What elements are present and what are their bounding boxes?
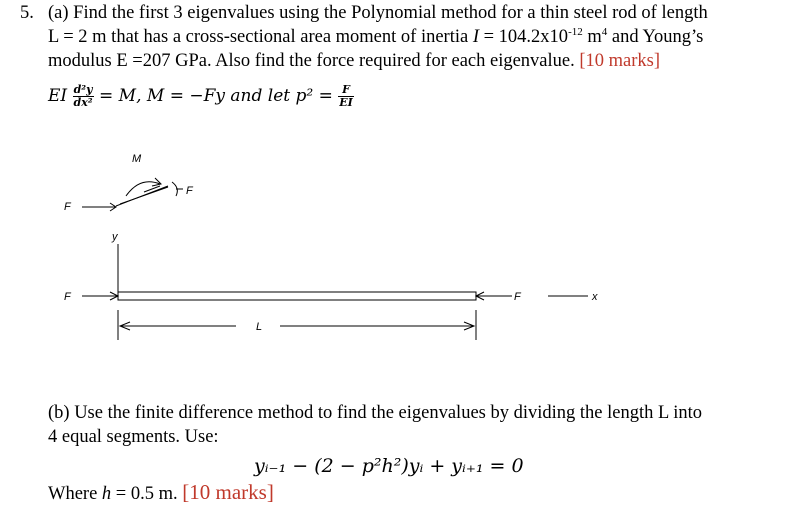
part-b-line2: 4 equal segments. Use: [48, 427, 219, 447]
p-fraction [338, 84, 354, 109]
moment-arc [126, 182, 160, 196]
label-y: y [112, 231, 118, 243]
eq-middle: = M, M = −Fy and let p² = [99, 86, 333, 106]
text-segment: and Young’s [607, 27, 704, 47]
rod-diagram [0, 140, 802, 400]
marks-badge: [10 marks] [579, 51, 661, 71]
label-F-top-left: F [64, 201, 71, 213]
label-L: L [256, 321, 263, 333]
inertia-symbol: I [472, 27, 479, 47]
text-segment: modulus E =207 GPa. Also find the force required for each eigenvalue. [48, 51, 575, 71]
part-a-line2 [48, 26, 703, 48]
rod-segment-edge [120, 187, 168, 204]
part-b-where [48, 481, 274, 505]
part-a-line1: (a) Find the first 3 eigenvalues using the Polynomial method for a thin steel rod of length [48, 3, 708, 23]
finite-difference-equation: yᵢ₋₁ − (2 − p²h²)yᵢ + yᵢ₊₁ = 0 [254, 455, 524, 477]
label-F-top-right: F [186, 185, 193, 197]
marks-badge: [10 marks] [182, 480, 274, 504]
text-segment: L = 2 m that has a cross-sectional area moment of inertia [48, 27, 473, 47]
label-M: M [132, 153, 142, 165]
unit: m [582, 27, 602, 47]
fraction-denominator: dx² [73, 96, 93, 109]
h-value: = 0.5 m. [111, 484, 178, 504]
exponent: -12 [568, 26, 583, 38]
label-F-right: F [514, 291, 521, 303]
part-b-line1: (b) Use the finite difference method to find the eigenvalues by dividing the length L into [48, 403, 703, 423]
governing-equation [48, 84, 354, 109]
fraction-denominator: EI [339, 96, 353, 109]
label-F-left: F [64, 291, 71, 303]
text-segment: Where [48, 484, 102, 504]
fraction-numerator: F [338, 84, 354, 97]
eq-EI: EI [48, 86, 68, 106]
question-number: 5. [20, 3, 34, 23]
label-x: x [592, 291, 598, 303]
inertia-value: = 104.2x10 [479, 27, 569, 47]
rod [118, 292, 476, 300]
exponent: 4 [601, 26, 608, 38]
part-a-line3 [48, 50, 660, 72]
h-symbol: h [101, 484, 112, 504]
derivative-fraction [73, 84, 94, 109]
fraction-numerator: d²y [73, 83, 93, 96]
